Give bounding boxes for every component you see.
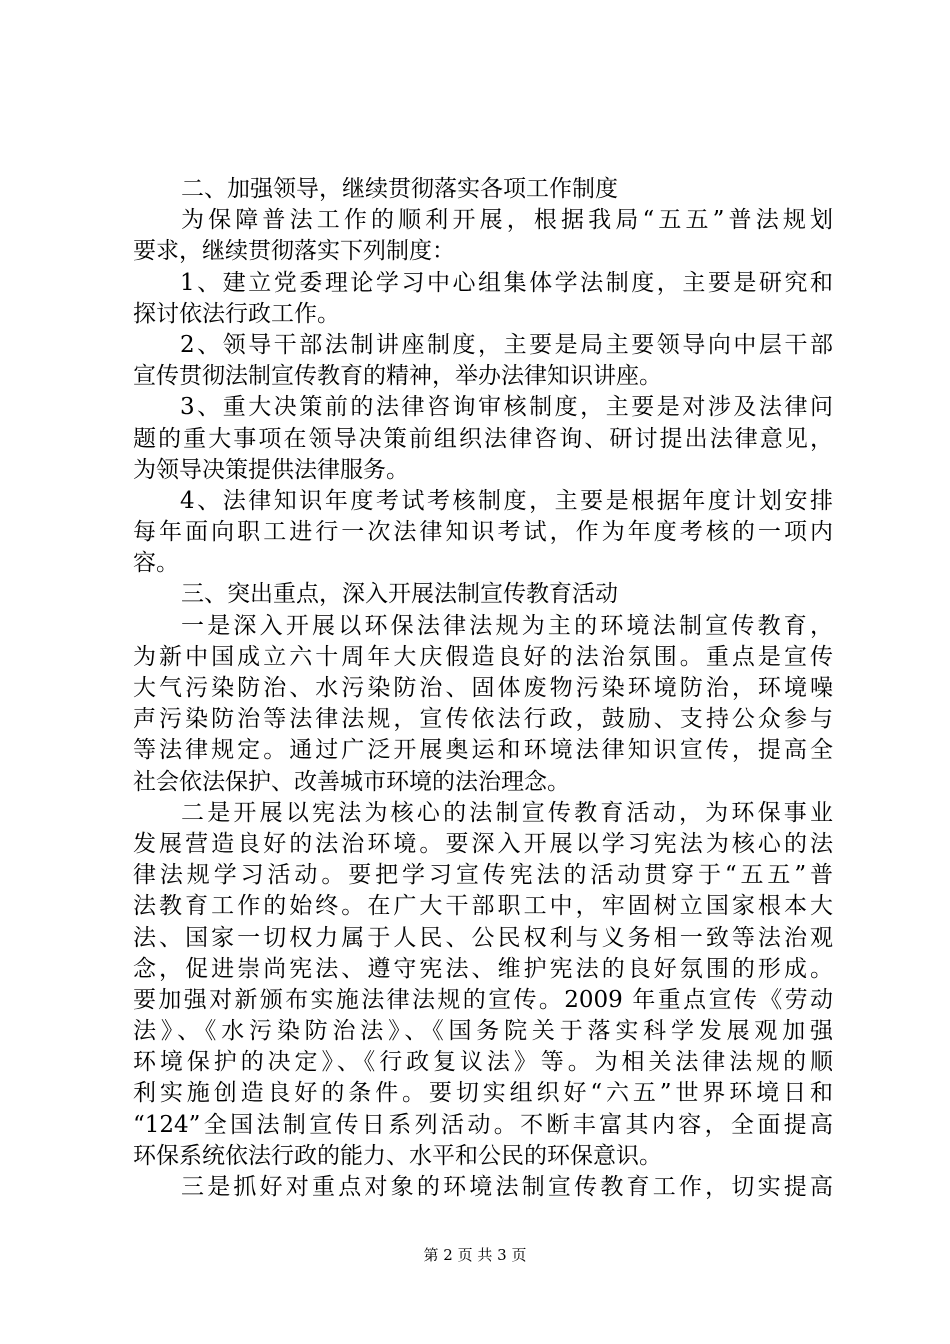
paragraph-line: 3、重大决策前的法律咨询审核制度，主要是对涉及法律问 <box>180 394 833 421</box>
paragraph-line: 发展营造良好的法治环境。要深入开展以学习宪法为核心的法 <box>133 830 833 857</box>
paragraph-line: 念，促进崇尚宪法、遵守宪法、维护宪法的良好氛围的形成。 <box>133 955 833 982</box>
section-heading: 二、加强领导，继续贯彻落实各项工作制度 <box>181 176 618 202</box>
paragraph-line: 题的重大事项在领导决策前组织法律咨询、研讨提出法律意见， <box>133 425 833 452</box>
paragraph-line: 容。 <box>133 550 179 577</box>
paragraph-line: 1、建立党委理论学习中心组集体学法制度，主要是研究和 <box>180 269 833 296</box>
paragraph-line: 三是抓好对重点对象的环境法制宣传教育工作，切实提高 <box>181 1174 833 1200</box>
paragraph-line: 为新中国成立六十周年大庆假造良好的法治氛围。重点是宣传 <box>133 643 833 670</box>
paragraph-line: 声污染防治等法律法规，宣传依法行政，鼓励、支持公众参与 <box>133 706 833 733</box>
paragraph-line: 要求，继续贯彻落实下列制度： <box>133 238 455 265</box>
paragraph-line: 环境保护的决定》、《行政复议法》等。为相关法律法规的顺 <box>133 1049 833 1076</box>
paragraph-line: 一是深入开展以环保法律法规为主的环境法制宣传教育， <box>181 612 833 639</box>
paragraph-line: 利实施创造良好的条件。要切实组织好“六五”世界环境日和 <box>133 1080 833 1107</box>
paragraph-line: “124”全国法制宣传日系列活动。不断丰富其内容，全面提高 <box>133 1111 833 1138</box>
paragraph-line: 2、领导干部法制讲座制度，主要是局主要领导向中层干部 <box>180 331 833 358</box>
paragraph-line: 法、国家一切权力属于人民、公民权利与义务相一致等法治观 <box>133 924 833 951</box>
paragraph-line: 律法规学习活动。要把学习宣传宪法的活动贯穿于“五五”普 <box>133 862 833 889</box>
paragraph-line: 大气污染防治、水污染防治、固体废物污染环境防治，环境噪 <box>133 675 833 701</box>
paragraph-line: 等法律规定。通过广泛开展奥运和环境法律知识宣传，提高全 <box>133 737 833 764</box>
paragraph-line: 要加强对新颁布实施法律法规的宣传。2009 年重点宣传《劳动 <box>133 986 833 1013</box>
paragraph-line: 二是开展以宪法为核心的法制宣传教育活动，为环保事业 <box>181 799 833 826</box>
paragraph-line: 探讨依法行政工作。 <box>133 300 340 327</box>
page-number: 第 2 页 共 3 页 <box>423 1246 527 1264</box>
document-body <box>133 174 833 1203</box>
paragraph-line: 宣传贯彻法制宣传教育的精神，举办法律知识讲座。 <box>133 363 662 390</box>
section-heading: 三、突出重点，深入开展法制宣传教育活动 <box>181 581 618 608</box>
paragraph-line: 法教育工作的始终。在广大干部职工中，牢固树立国家根本大 <box>133 893 833 920</box>
paragraph-line: 每年面向职工进行一次法律知识考试，作为年度考核的一项内 <box>133 519 833 546</box>
page-footer <box>0 1245 950 1265</box>
paragraph-line: 社会依法保护、改善城市环境的法治理念。 <box>133 768 570 795</box>
paragraph-line: 环保系统依法行政的能力、水平和公民的环保意识。 <box>133 1142 662 1169</box>
paragraph-line: 4、法律知识年度考试考核制度，主要是根据年度计划安排 <box>180 487 833 514</box>
paragraph-line: 为保障普法工作的顺利开展，根据我局“五五”普法规划 <box>181 207 833 234</box>
paragraph-line: 法》、《水污染防治法》、《国务院关于落实科学发展观加强 <box>133 1018 833 1045</box>
paragraph-line: 为领导决策提供法律服务。 <box>133 456 409 483</box>
